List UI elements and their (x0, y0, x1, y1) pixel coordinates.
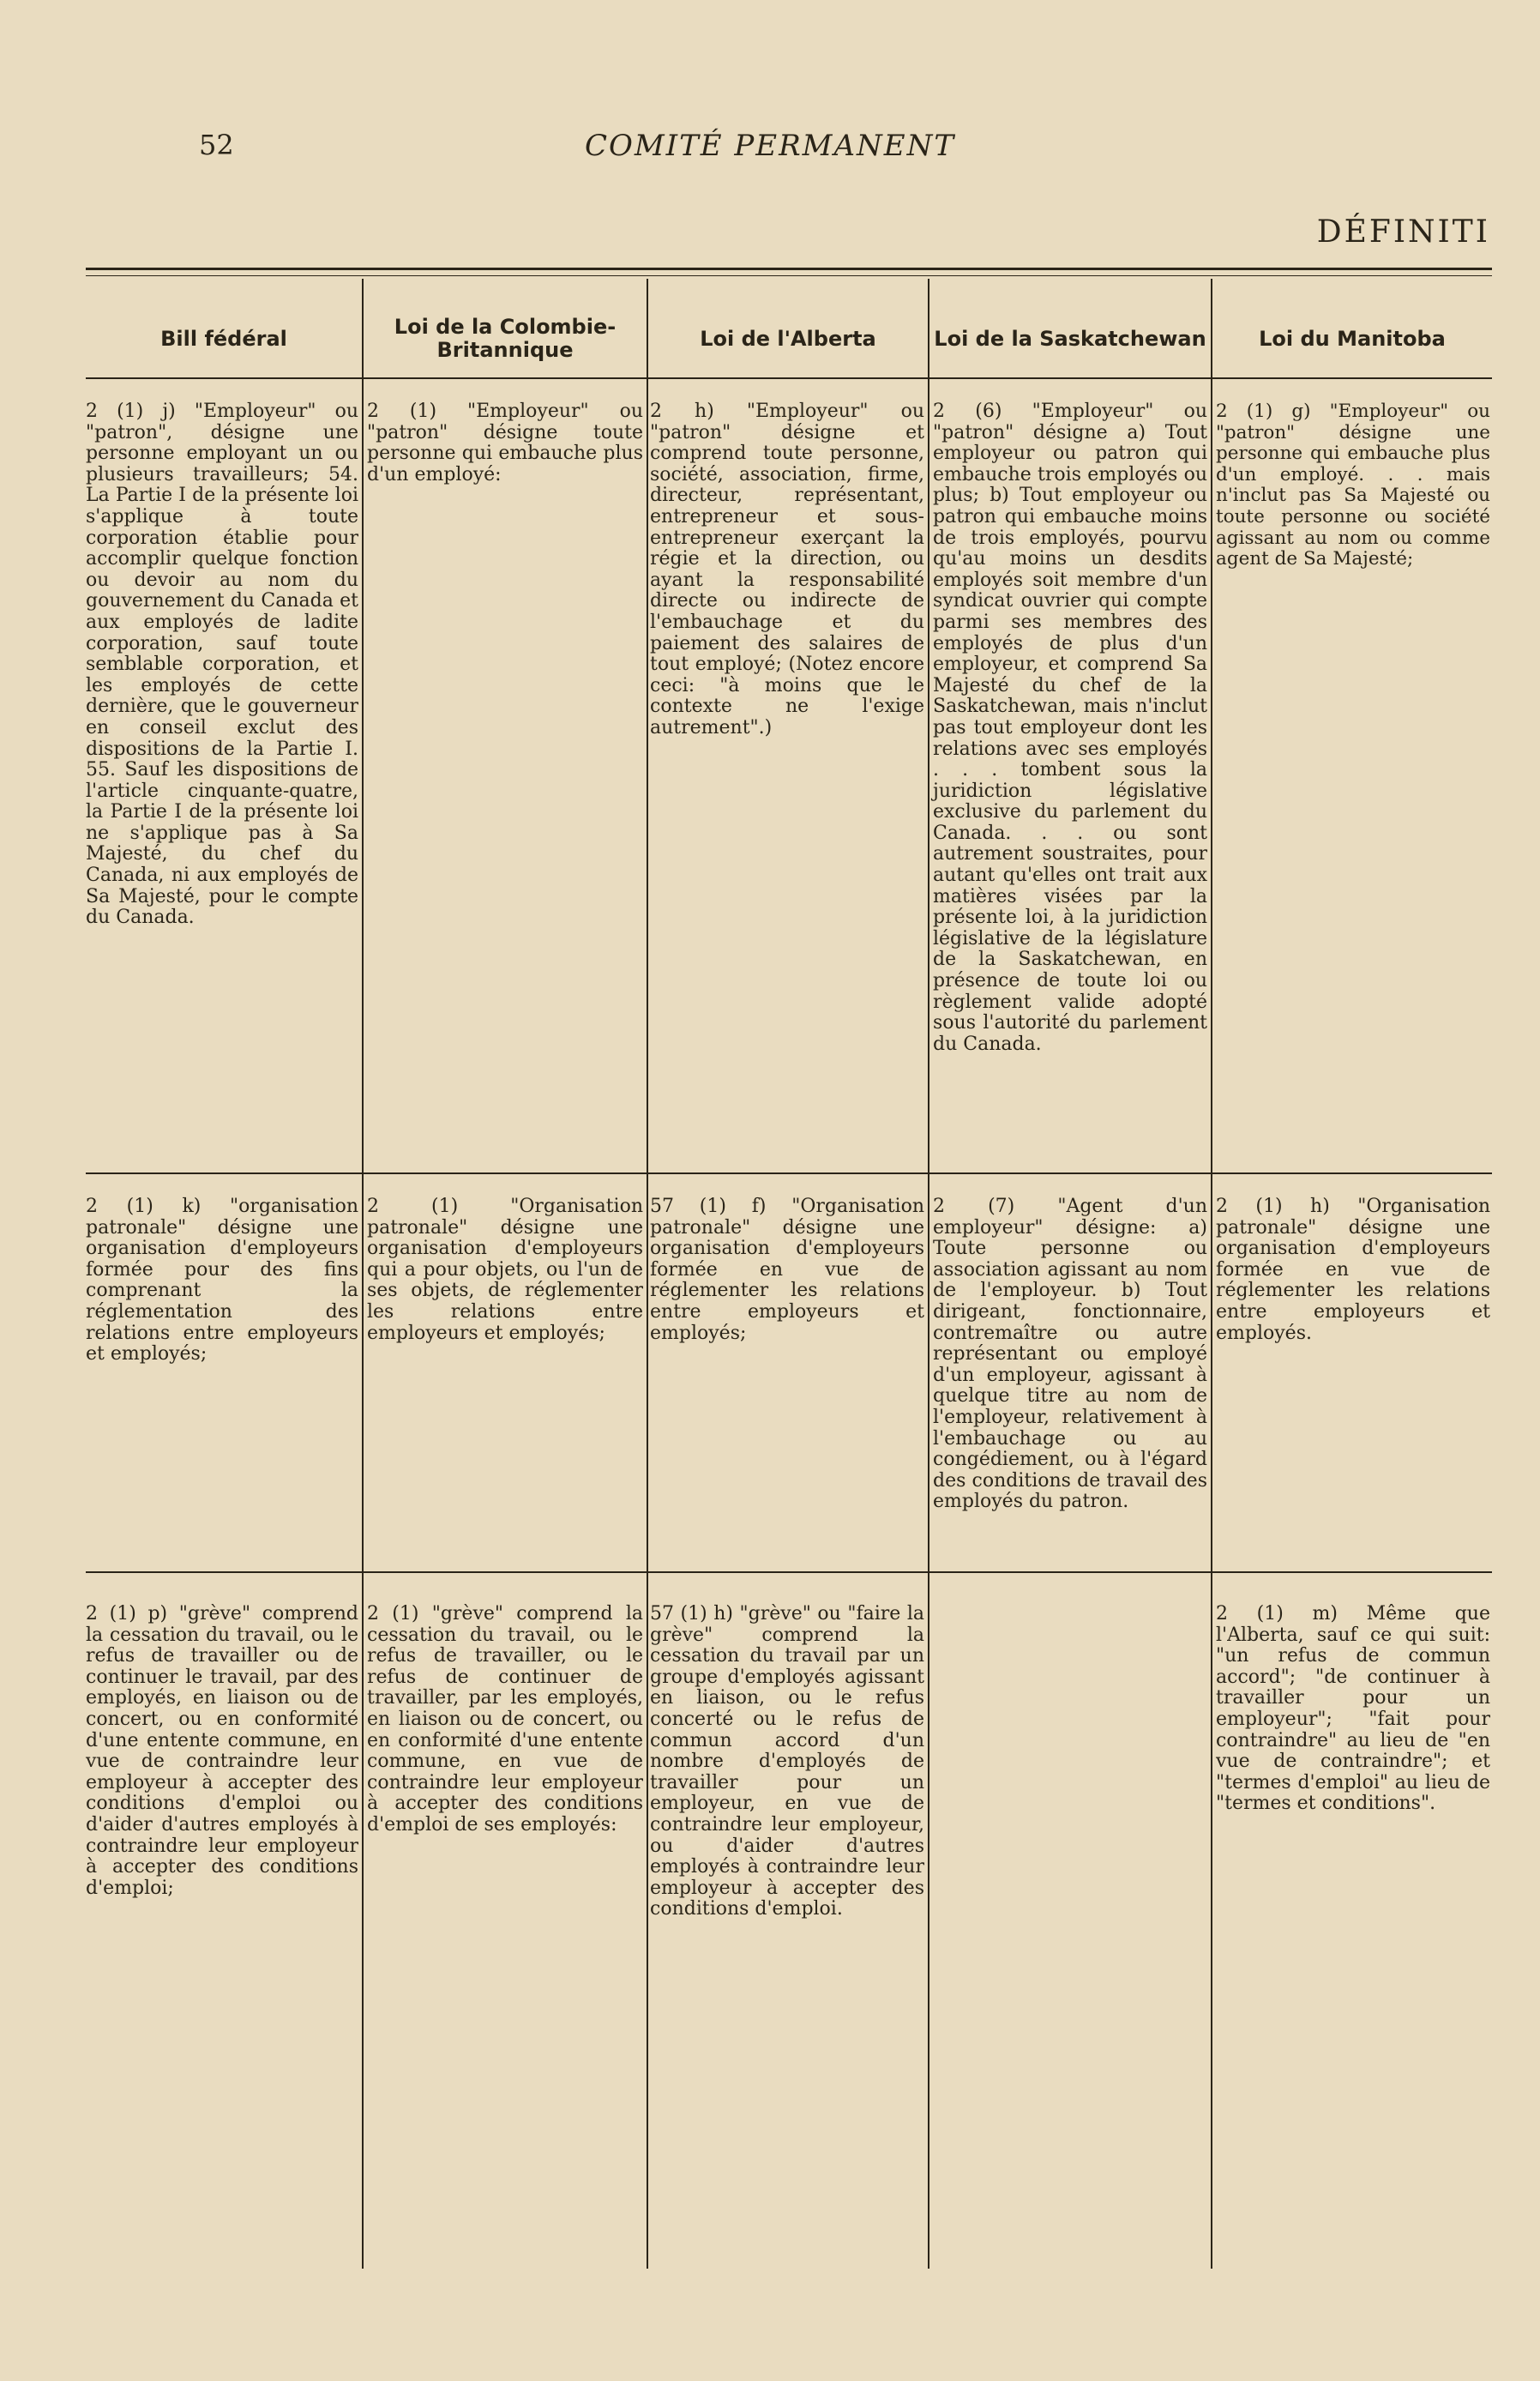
table-cell-federal-employeur: 2 (1) j) "Employeur" ou "patron", désigne une personne employant un ou plusieurs travailleurs; 54. La Partie I de la présente loi s'applique à toute corporation établie pour accomplir quelque fonction ou devoir au nom du gouvernement du Canada et aux employés de ladite corporation, sauf toute semblable corporation, et les employés de cette dernière, que le gouverneur en conseil exclut des dispositions de la Partie I. 55. Sauf les dispositions de l'article cinquante-quatre, la Partie I de la présente loi ne s'applique pas à Sa Majesté, du chef du Canada, ni aux employés de Sa Majesté, pour le compte du Canada. (86, 401, 358, 929)
table-cell-bc-organisation: 2 (1) "Organisation patronale" désigne une organisation d'employeurs qui a pour objets, ou l'un de ses objets, de réglementer les relations entre employeurs et employés; (367, 1196, 643, 1344)
header-row-separator (86, 377, 1492, 379)
section-title: DÉFINITI (1316, 214, 1490, 250)
column-divider (647, 279, 648, 2269)
column-header-federal: Bill fédéral (160, 326, 287, 351)
running-title: COMITÉ PERMANENT (584, 129, 956, 163)
column-header-manitoba: Loi du Manitoba (1259, 326, 1446, 351)
column-divider (928, 279, 929, 2269)
table-cell-manitoba-employeur: 2 (1) g) "Employeur" ou "patron" désigne une personne qui embauche plus d'un employé. . . mais n'inclut pas Sa Majesté ou toute personne ou société agissant au nom ou comme agent de Sa Majesté; (1216, 401, 1490, 570)
table-cell-federal-greve: 2 (1) p) "grève" comprend la cessation du travail, ou le refus de travailler ou de continuer le travail, par des employés, en liaison ou de concert, ou en conformité d'une entente commune, en vue de contraindre leur employeur à accepter des conditions d'emploi ou d'aider d'autres employés à contraindre leur employeur à accepter des conditions d'emploi; (86, 1603, 358, 1899)
header-rule-second (86, 275, 1492, 276)
page-number: 52 (199, 129, 234, 161)
header-rule-top (86, 268, 1492, 270)
table-cell-alberta-employeur: 2 h) "Employeur" ou "patron" désigne et comprend toute personne, société, association, firme, directeur, représentant, entrepreneur et sous-entrepreneur exerçant la régie et la direction, ou ayant la responsabilité directe ou indirecte de l'embauchage et du paiement des salaires de tout employé; (Notez encore ceci: "à moins que le contexte ne l'exige autrement".) (650, 401, 924, 738)
row-separator (86, 1571, 1492, 1573)
column-divider (1211, 279, 1212, 2269)
column-divider (362, 279, 364, 2269)
table-cell-bc-greve: 2 (1) "grève" comprend la cessation du travail, ou le refus de travailler, ou le refus de continuer de travailler, par les employés, en liaison ou de concert, ou en conformité d'une entente commune, en vue de contraindre leur employeur à accepter des conditions d'emploi de ses employés: (367, 1603, 643, 1835)
table-cell-alberta-organisation: 57 (1) f) "Organisation patronale" désigne une organisation d'employeurs formée en vue de réglementer les relations entre employeurs et employés; (650, 1196, 924, 1344)
table-cell-manitoba-organisation: 2 (1) h) "Organisation patronale" désigne une organisation d'employeurs formée en vue de réglementer les relations entre employeurs et employés. (1216, 1196, 1490, 1344)
table-cell-saskatchewan-employeur: 2 (6) "Employeur" ou "patron" désigne a) Tout employeur ou patron qui embauche trois employés ou plus; b) Tout employeur ou patron qui embauche moins de trois employés, pourvu qu'au moins un desdits employés soit membre d'un syndicat ouvrier qui compte parmi ses membres des employés de plus d'un employeur, et comprend Sa Majesté du chef de la Saskatchewan, mais n'inclut pas tout employeur dont les relations avec ses employés . . . tombent sous la juridiction législative exclusive du parlement du Canada. . . ou sont autrement soustraites, pour autant qu'elles ont trait aux matières visées par la présente loi, à la juridiction législative de la législature de la Saskatchewan, en présence de toute loi ou règlement valide adopté sous l'autorité du parlement du Canada. (933, 401, 1207, 1055)
table-cell-bc-employeur: 2 (1) "Employeur" ou "patron" désigne toute personne qui embauche plus d'un employé: (367, 401, 643, 485)
table-cell-saskatchewan-agent: 2 (7) "Agent d'un employeur" désigne: a) Toute personne ou association agissant au nom de l'employeur. b) Tout dirigeant, fonctionnaire, contremaître ou autre représentant ou employé d'un employeur, agissant à quelque titre au nom de l'employeur, relativement à l'embauchage ou au congédiement, ou à l'égard des conditions de travail des employés du patron. (933, 1196, 1207, 1513)
column-header-bc: Loi de la Colombie-Britannique (394, 315, 617, 362)
column-header-alberta: Loi de l'Alberta (700, 326, 876, 351)
row-separator (86, 1172, 1492, 1174)
table-cell-manitoba-greve: 2 (1) m) Même que l'Alberta, sauf ce qui suit: "un refus de commun accord"; "de continuer à travailler pour un employeur"; "fait pour contraindre" au lieu de "en vue de contraindre"; et "termes d'emploi" au lieu de "termes et conditions". (1216, 1603, 1490, 1815)
column-header-saskatchewan: Loi de la Saskatchewan (934, 326, 1206, 351)
table-cell-federal-organisation: 2 (1) k) "organisation patronale" désigne une organisation d'employeurs formée pour des fins comprenant la réglementation des relations entre employeurs et employés; (86, 1196, 358, 1365)
table-cell-alberta-greve: 57 (1) h) "grève" ou "faire la grève" comprend la cessation du travail par un groupe d'employés agissant en liaison, ou le refus concerté ou le refus de commun accord d'un nombre d'employés de travailler pour un employeur, en vue de contraindre leur employeur, ou d'aider d'autres employés à contraindre leur employeur à accepter des conditions d'emploi. (650, 1603, 924, 1920)
